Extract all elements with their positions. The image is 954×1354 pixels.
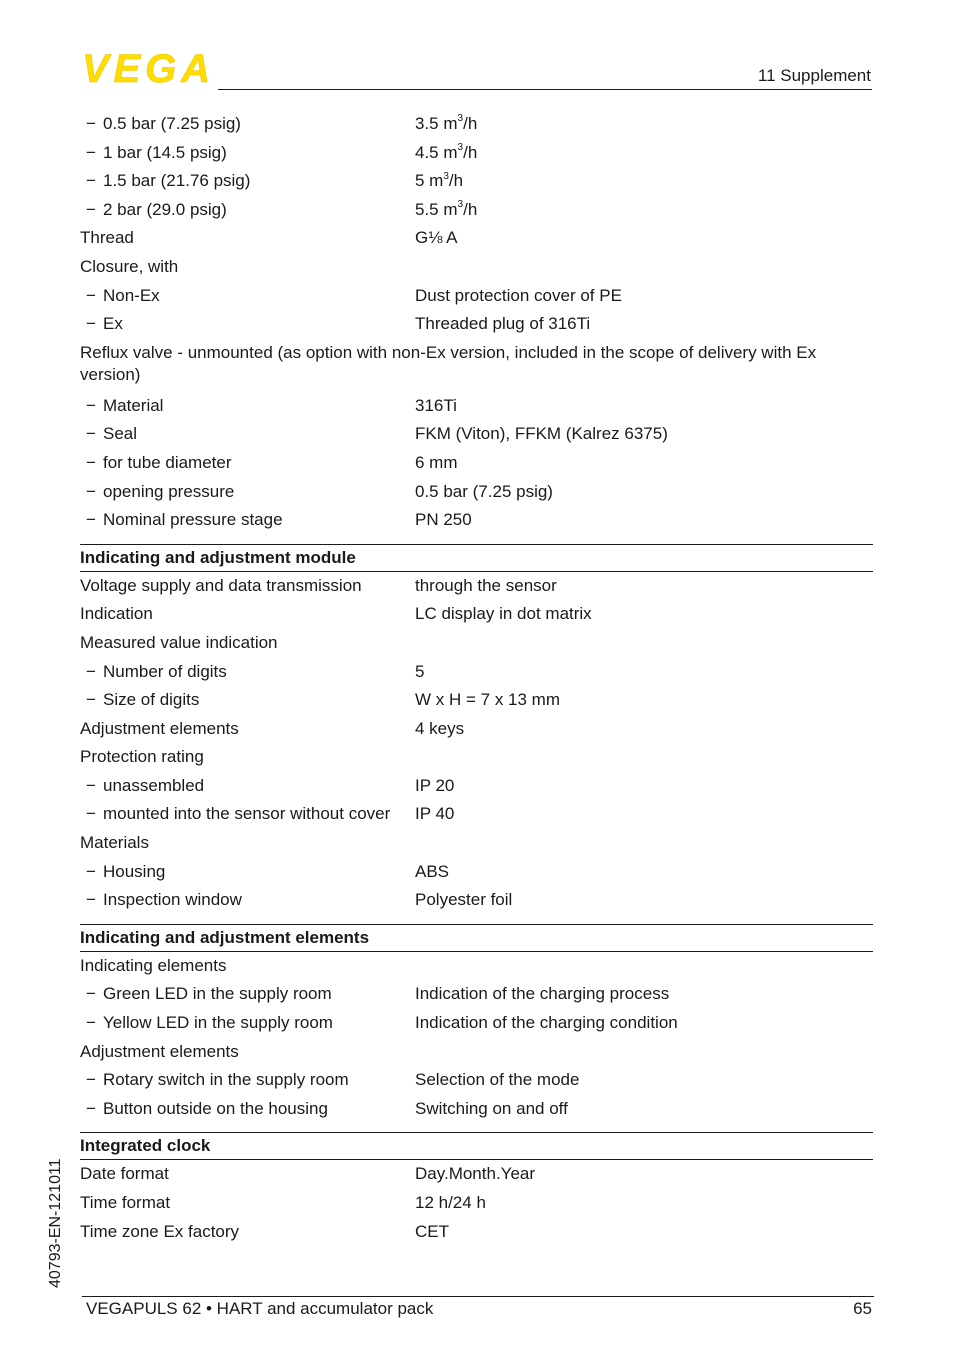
dash-bullet: −: [86, 804, 96, 824]
spec-label-text: Button outside on the housing: [103, 1098, 328, 1118]
spec-value-text: 4.5 m: [415, 142, 458, 162]
spec-row: [80, 743, 873, 772]
spec-label: [80, 829, 149, 858]
spec-label-text: 2 bar (29.0 psig): [103, 199, 227, 219]
spec-row: [80, 282, 873, 311]
spec-label-text: Number of digits: [103, 661, 227, 681]
spec-value: [415, 110, 477, 139]
dash-bullet: −: [86, 661, 96, 681]
spec-label: [80, 629, 278, 658]
dash-bullet: −: [86, 984, 96, 1004]
spec-value: [415, 478, 553, 507]
spec-label-text: Indicating elements: [80, 955, 227, 975]
spec-value: [415, 392, 457, 421]
spec-label-text: Voltage supply and data transmission: [80, 575, 362, 595]
spec-value: [415, 800, 454, 829]
spec-value-text: 5 m: [415, 171, 444, 191]
spec-row: [80, 886, 873, 915]
section-heading: Indicating and adjustment module: [80, 544, 873, 572]
footer-rule: [82, 1296, 874, 1297]
unit-superscript: 3: [457, 141, 464, 153]
spec-value-text: 3.5 m: [415, 114, 458, 133]
unit-superscript: 3: [457, 113, 464, 125]
spec-value: [415, 1160, 535, 1189]
dash-bullet: −: [86, 690, 96, 710]
spec-sections: [80, 544, 873, 1246]
spec-value-text: IP 20: [415, 775, 455, 795]
spec-row: [80, 772, 873, 801]
dash-bullet: −: [86, 1098, 96, 1118]
section-title: 11 Supplement: [757, 66, 871, 85]
spec-value-text: IP 40: [415, 804, 455, 824]
spec-row: [80, 392, 873, 421]
spec-label-text: 1.5 bar (21.76 psig): [103, 171, 251, 191]
spec-value-text: through the sensor: [415, 575, 557, 595]
spec-label: [86, 420, 137, 449]
spec-label: [80, 1189, 170, 1218]
spec-label-text: Measured value indication: [80, 632, 278, 652]
dash-bullet: −: [86, 199, 96, 219]
dash-bullet: −: [86, 775, 96, 795]
spec-row: [80, 1189, 873, 1218]
spec-row: [80, 1095, 873, 1124]
spec-label-text: Adjustment elements: [80, 718, 239, 738]
spec-label: [86, 506, 283, 535]
spec-value: [415, 772, 454, 801]
spec-row: [80, 1038, 873, 1067]
spec-value: [415, 886, 512, 915]
spec-value: [415, 224, 458, 253]
spec-label: [80, 743, 204, 772]
spec-label: [86, 478, 234, 507]
spec-label: [86, 1095, 328, 1124]
spec-row: [80, 224, 873, 253]
spec-value-text: Selection of the mode: [415, 1070, 580, 1090]
spec-label: [80, 715, 239, 744]
section-heading: Indicating and adjustment elements: [80, 924, 873, 952]
spec-row: [80, 139, 873, 168]
spec-label-text: Time format: [80, 1193, 171, 1212]
spec-label-text: Time zone Ex factory: [80, 1221, 240, 1241]
spec-label-text: Date format: [80, 1164, 169, 1184]
spec-label: [86, 858, 165, 887]
dash-bullet: −: [86, 424, 96, 444]
spec-row: [80, 449, 873, 478]
spec-row: [80, 829, 873, 858]
spec-label-text: Yellow LED in the supply room: [103, 1013, 333, 1033]
spec-value-text: 5: [415, 661, 425, 681]
spec-value: [415, 1095, 568, 1124]
spec-label-text: Housing: [103, 861, 166, 881]
spec-label: [86, 167, 250, 196]
spec-row: [80, 980, 873, 1009]
spec-value: [415, 139, 477, 168]
dash-bullet: −: [86, 861, 96, 881]
dash-bullet: −: [86, 1013, 96, 1033]
spec-label: [80, 224, 134, 253]
spec-value: [415, 658, 424, 687]
spec-value-text: 12 h/24 h: [415, 1193, 486, 1212]
spec-value: [415, 196, 477, 225]
spec-value: [415, 506, 472, 535]
spec-value: [415, 980, 669, 1009]
spec-value-text: PN 250: [415, 510, 472, 530]
spec-label: [86, 392, 163, 421]
spec-label: [86, 658, 227, 687]
spec-label: [86, 139, 227, 168]
spec-row: [80, 952, 873, 981]
unit-tail: /h: [448, 171, 464, 191]
unit-tail: /h: [463, 142, 478, 162]
spec-label: [86, 980, 332, 1009]
spec-label-text: mounted into the sensor without cover: [103, 804, 391, 824]
spec-value: [415, 449, 458, 478]
unit-tail: /h: [463, 199, 478, 219]
unit-superscript: 3: [443, 170, 449, 182]
spec-row: [80, 253, 873, 282]
spec-label-text: Size of digits: [103, 690, 200, 710]
spec-label: [80, 253, 178, 282]
spec-value-text: FKM (Viton), FFKM (Kalrez 6375): [415, 424, 668, 444]
spec-label: [86, 1066, 349, 1095]
spec-label: [80, 1218, 239, 1247]
spec-label: [86, 800, 390, 829]
spec-row: [80, 800, 873, 829]
spec-label: [86, 310, 123, 339]
unit-tail: /h: [463, 114, 478, 133]
spec-value-text: 4 keys: [415, 718, 465, 738]
spec-label: [80, 1160, 169, 1189]
spec-value-text: W x H = 7 x 13 mm: [415, 690, 560, 710]
spec-row: [80, 1218, 873, 1247]
spec-label-text: Protection rating: [80, 747, 204, 767]
dash-bullet: −: [86, 142, 96, 162]
dash-bullet: −: [86, 890, 96, 910]
spec-value-text: 316Ti: [415, 395, 457, 415]
spec-value: [415, 1066, 579, 1095]
spec-label: [86, 1009, 333, 1038]
spec-label-text: Green LED in the supply room: [103, 984, 332, 1004]
spec-value: [415, 167, 463, 196]
spec-label: [86, 772, 204, 801]
spec-label-text: Ex: [103, 314, 123, 334]
reflux-rows: [80, 392, 873, 535]
spec-row: [80, 110, 873, 139]
spec-label-text: Nominal pressure stage: [103, 510, 283, 530]
logo-text: VEGA: [82, 50, 210, 84]
flow-rate-rows: [80, 110, 873, 339]
spec-row: [80, 686, 873, 715]
spec-content: [80, 110, 873, 1246]
spec-row: [80, 420, 873, 449]
reflux-valve-heading: [80, 339, 873, 392]
spec-label: [86, 282, 160, 311]
spec-value: [415, 282, 622, 311]
spec-label-text: opening pressure: [103, 481, 235, 501]
spec-label: [86, 196, 227, 225]
spec-value: [415, 420, 668, 449]
spec-label-text: Material: [103, 395, 164, 415]
document-code: 40793-EN-121011: [47, 1158, 64, 1288]
spec-label: [80, 1038, 239, 1067]
dash-bullet: −: [86, 452, 96, 472]
spec-value-text: Threaded plug of 316Ti: [415, 314, 591, 334]
spec-row: [80, 310, 873, 339]
spec-value-text: CET: [415, 1221, 449, 1241]
spec-value-text: 0.5 bar (7.25 psig): [415, 481, 553, 501]
spec-row: [80, 715, 873, 744]
dash-bullet: −: [86, 314, 96, 334]
spec-row: [80, 1009, 873, 1038]
unit-superscript: 3: [457, 199, 464, 211]
spec-row: [80, 600, 873, 629]
spec-label-text: for tube diameter: [103, 452, 232, 472]
spec-value: [415, 310, 590, 339]
spec-row: [80, 478, 873, 507]
spec-label-text: 0.5 bar (7.25 psig): [103, 114, 241, 133]
spec-value: [415, 1218, 449, 1247]
spec-label-text: Non-Ex: [103, 285, 160, 305]
spec-label: [86, 686, 199, 715]
dash-bullet: −: [86, 114, 96, 133]
spec-value-text: Dust protection cover of PE: [415, 285, 622, 305]
spec-label: [86, 449, 232, 478]
spec-value-text: Indication of the charging process: [415, 984, 670, 1004]
spec-row: [80, 858, 873, 887]
spec-label-text: Rotary switch in the supply room: [103, 1070, 349, 1090]
spec-label-text: Thread: [80, 228, 134, 248]
spec-label: [80, 600, 153, 629]
spec-label: [86, 886, 242, 915]
spec-value-text: Day.Month.Year: [415, 1164, 536, 1184]
spec-value: [415, 686, 560, 715]
spec-label-text: Closure, with: [80, 256, 179, 276]
spec-value-text: ABS: [415, 861, 450, 881]
spec-label-text: Materials: [80, 833, 149, 853]
footer-title: VEGAPULS 62 • HART and accumulator pack: [86, 1299, 434, 1318]
dash-bullet: −: [86, 285, 96, 305]
spec-row: [80, 629, 873, 658]
spec-row: [80, 167, 873, 196]
dash-bullet: −: [86, 510, 96, 530]
spec-value-text: LC display in dot matrix: [415, 604, 592, 624]
spec-label-text: Inspection window: [103, 890, 242, 910]
spec-value-text: G⅛ A: [415, 228, 458, 248]
spec-row: [80, 572, 873, 601]
spec-row: [80, 506, 873, 535]
spec-value-text: Switching on and off: [415, 1098, 568, 1118]
spec-row: [80, 1160, 873, 1189]
spec-label: [80, 572, 362, 601]
spec-value: [415, 600, 592, 629]
spec-value: [415, 715, 464, 744]
reflux-text: Reflux valve - unmounted (as option with non-Ex version, included in the scope of delivery with Ex version): [80, 342, 817, 384]
spec-value-text: 6 mm: [415, 452, 458, 472]
spec-value: [415, 858, 449, 887]
spec-value: [415, 1189, 486, 1218]
spec-row: [80, 1066, 873, 1095]
spec-label: [80, 952, 226, 981]
spec-row: [80, 196, 873, 225]
spec-value: [415, 572, 557, 601]
dash-bullet: −: [86, 1070, 96, 1090]
spec-value-text: Polyester foil: [415, 890, 513, 910]
dash-bullet: −: [86, 171, 96, 191]
dash-bullet: −: [86, 481, 96, 501]
spec-row: [80, 658, 873, 687]
spec-value-text: Indication of the charging condition: [415, 1013, 678, 1033]
spec-label-text: unassembled: [103, 775, 205, 795]
spec-label-text: Adjustment elements: [80, 1041, 239, 1061]
spec-value: [415, 1009, 678, 1038]
spec-value-text: 5.5 m: [415, 199, 458, 219]
spec-label-text: Indication: [80, 604, 153, 624]
spec-label-text: Seal: [103, 424, 138, 444]
vega-logo: [82, 50, 212, 84]
page-number: 65: [853, 1299, 872, 1318]
dash-bullet: −: [86, 395, 96, 415]
section-heading: Integrated clock: [80, 1132, 873, 1160]
spec-label-text: 1 bar (14.5 psig): [103, 142, 227, 162]
spec-label: [86, 110, 241, 139]
header-rule: [218, 89, 872, 90]
